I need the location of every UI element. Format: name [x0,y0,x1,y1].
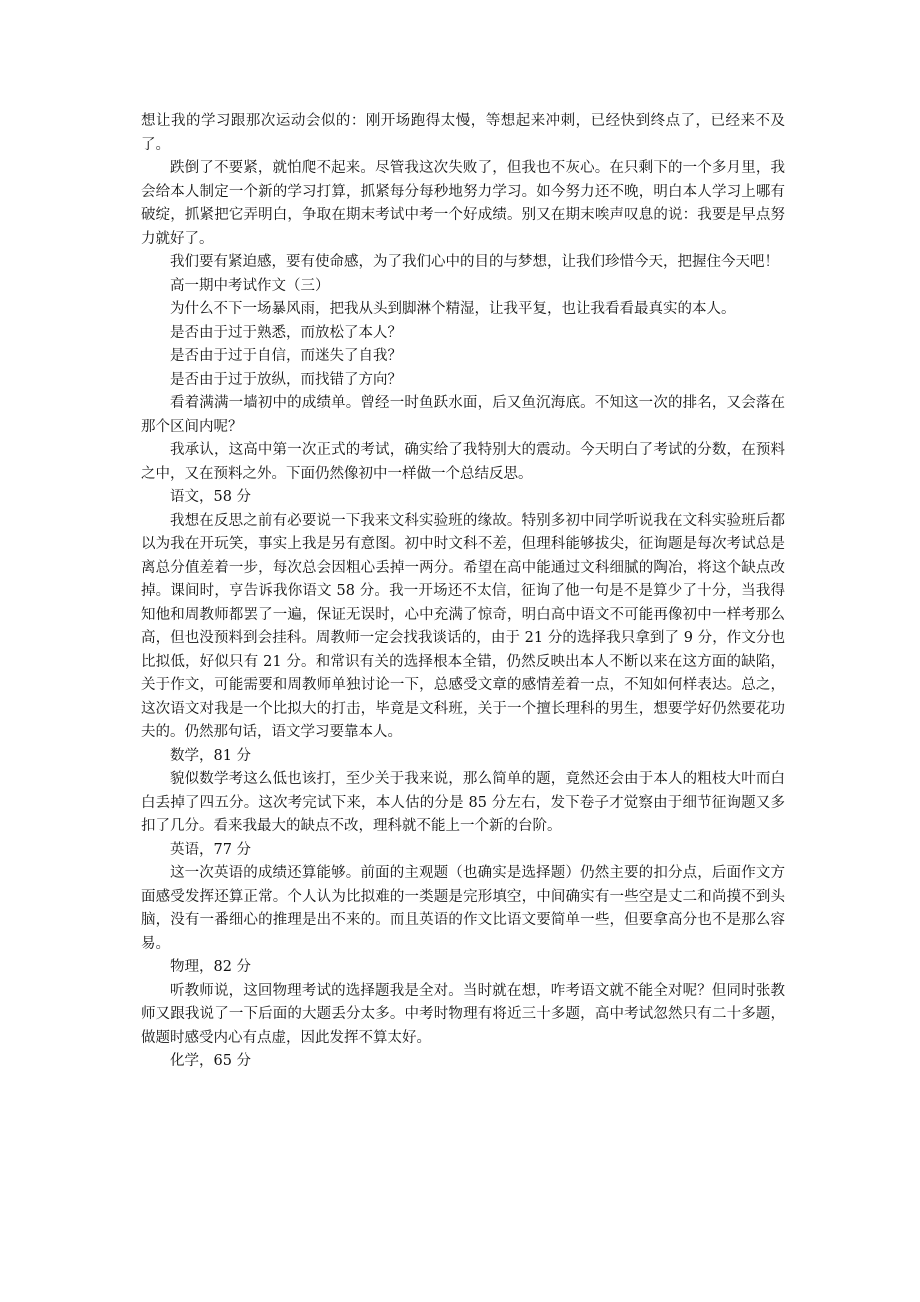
subject-heading-physics: 物理，82 分 [170,959,252,975]
paragraph: 听教师说，这回物理考试的选择题我是全对。当时就在想，咋考语文就不能全对呢？但同时张教师又跟我说了一下后面的大题丢分太多。中考时物理有将近三十多题，高中考试忽然只有二十多题，做题时感受内心有点虚，因此发挥不算太好。 [141,982,785,1046]
paragraph: 想让我的学习跟那次运动会似的：刚开场跑得太慢，等想起来冲刺，已经快到终点了，已经来不及了。 [141,113,785,153]
paragraph: 为什么不下一场暴风雨，把我从头到脚淋个精湿，让我平复，也让我看看最真实的本人。 [170,301,736,317]
document-page [141,110,785,1074]
paragraph: 这一次英语的成绩还算能够。前面的主观题（也确实是选择题）仍然主要的扣分点，后面作文方面感受发挥还算正常。个人认为比拟难的一类题是完形填空，中间确实有一些空是丈二和尚摸不到头脑，没有一番细心的推理是出不来的。而且英语的作文比语文要简单一些，但要拿高分也不是那么容易。 [141,865,785,952]
essay-title: 高一期中考试作文（三） [170,277,330,294]
paragraph: 貌似数学考这么低也该打，至少关于我来说，那么简单的题，竟然还会由于本人的粗枝大叶而白白丢掉了四五分。这次考完试下来，本人估的分是 85 分左右，发下卷子才觉察由于细节征询题又多扣了几分。看来我最大的缺点不改，理科就不能上一个新的台阶。 [141,771,785,834]
paragraph: 是否由于过于自信，而迷失了自我？ [170,348,402,364]
subject-heading-english: 英语，77 分 [170,841,252,858]
subject-heading-math: 数学，81 分 [170,747,252,764]
paragraph: 我们要有紧迫感，要有使命感，为了我们心中的目的与梦想，让我们珍惜今天，把握住今天吧！ [170,254,779,270]
paragraph: 我承认，这高中第一次正式的考试，确实给了我特别大的震动。今天明白了考试的分数，在预料之中，又在预料之外。下面仍然像初中一样做一个总结反思。 [141,442,785,482]
paragraph: 跌倒了不要紧，就怕爬不起来。尽管我这次失败了，但我也不灰心。在只剩下的一个多月里，我会给本人制定一个新的学习打算，抓紧每分每秒地努力学习。如今努力还不晚，明白本人学习上哪有破绽，抓紧把它弄明白，争取在期末考试中考一个好成绩。别又在期末唉声叹息的说：我要是早点努力就好了。 [141,160,785,247]
paragraph: 我想在反思之前有必要说一下我来文科实验班的缘故。特别多初中同学听说我在文科实验班后都以为我在开玩笑，事实上我是另有意图。初中时文科不差，但理科能够拔尖，征询题是每次考试总是离总分值差着一步，每次总会因粗心丢掉一两分。希望在高中能通过文科细腻的陶冶，将这个缺点改掉。课间时，亨告诉我你语文 58 分。我一开场还不太信，征询了他一句是不是算少了十分，当我得知他和周教师都罢了一遍，保证无误时，心中充满了惊奇，明白高中语文不可能再像初中一样考那么高，但也没预料到会挂科。周教师一定会找我谈话的，由于 21 分的选择我只拿到了 9 分，作文分也比拟低，好似只有 21 分。和常识有关的选择根本全错，仍然反映出本人不断以来在这方面的缺陷，关于作文，可能需要和周教师单独讨论一下，总感受文章的感情差着一点，不知如何样表达。总之，这次语文对我是一个比拟大的打击，毕竟是文科班，关于一个擅长理科的男生，想要学好仍然要花功夫的。仍然那句话，语文学习要靠本人。 [141,512,785,740]
subject-heading-chemistry: 化学，65 分 [170,1053,252,1069]
subject-heading-chinese: 语文，58 分 [170,489,252,505]
paragraph: 是否由于过于放纵，而找错了方向？ [170,371,402,388]
paragraph: 是否由于过于熟悉，而放松了本人？ [170,324,402,341]
paragraph: 看着满满一墙初中的成绩单。曾经一时鱼跃水面，后又鱼沉海底。不知这一次的排名，又会落在那个区间内呢？ [141,395,785,435]
